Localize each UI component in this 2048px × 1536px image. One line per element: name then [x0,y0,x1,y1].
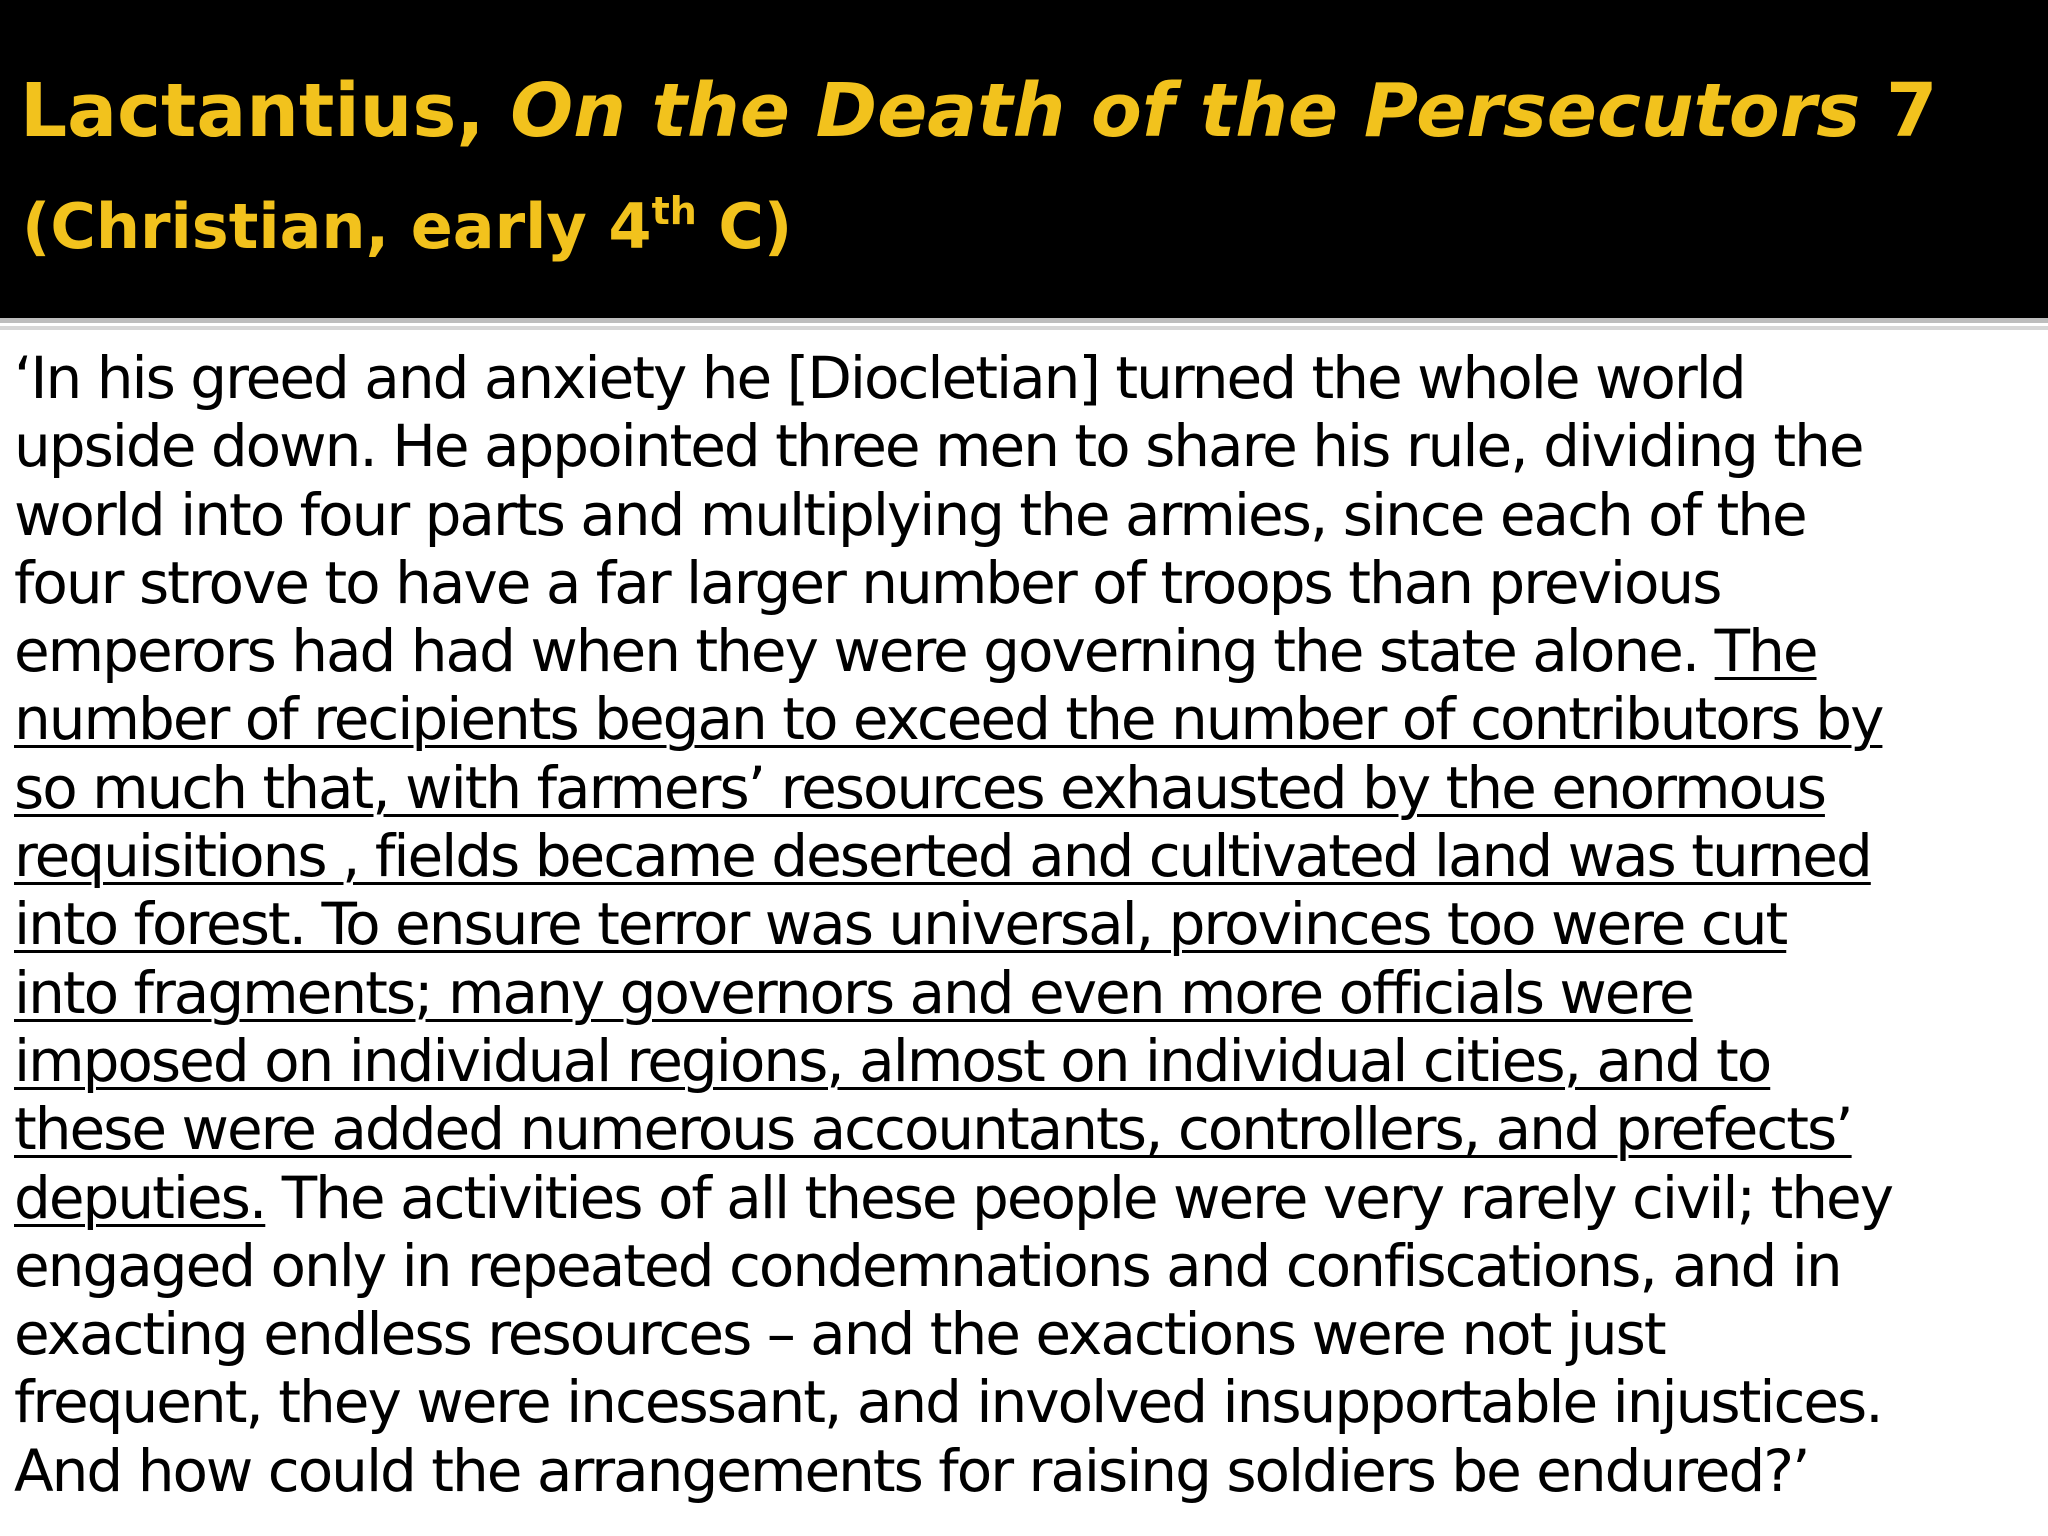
slide-title [20,68,1938,154]
title-author: Lactantius, [20,68,511,154]
quote-line [14,1300,2039,1368]
underlined-passage: into forest. To ensure terror was universal, provinces too were cut [14,890,1787,959]
quote-segment: ‘In his greed and anxiety he [Diocletian] turned the whole world [14,344,1745,412]
subtitle-suffix: C) [696,190,793,263]
quote-line [14,822,2039,890]
quote-segment: exacting endless resources – and the exactions were not just [14,1300,1665,1369]
title-work: On the Death of the Persecutors [510,68,1861,154]
title-banner [0,0,2048,318]
underlined-passage: deputies. [14,1163,266,1232]
quote-segment: And how could the arrangements for raising soldiers be endured?’ [14,1436,1809,1505]
quote-line [14,754,2039,822]
quote-segment: world into four parts and multiplying the armies, since each of the [14,480,1806,549]
slide-subtitle [22,189,793,263]
underlined-passage: imposed on individual regions, almost on individual cities, and to [14,1026,1771,1095]
quote-line [14,344,2039,412]
quote-line [14,481,2039,549]
title-chapter: 7 [1860,68,1938,154]
quote-segment: four strove to have a far larger number of troops than previous [14,548,1721,617]
quote-segment: frequent, they were incessant, and involved insupportable injustices. [14,1368,1882,1437]
quote-line [14,1437,2039,1505]
subtitle-prefix: (Christian, early 4 [22,190,652,263]
quote-line [14,1368,2039,1436]
quote-line [14,1095,2039,1163]
quote-line [14,1027,2039,1095]
subtitle-ordinal-suffix: th [651,189,697,233]
quote-line [14,1232,2039,1300]
quote-segment: upside down. He appointed three men to share his rule, dividing the [14,412,1863,481]
quote-line [14,1164,2039,1232]
quote-text [14,344,2039,1505]
quote-line [14,959,2039,1027]
quote-segment: engaged only in repeated condemnations and confiscations, and in [14,1231,1841,1300]
underlined-passage: into fragments; many governors and even more officials were [14,958,1693,1027]
underlined-passage: The [1714,617,1817,686]
underlined-passage: these were added numerous accountants, controllers, and prefects’ [14,1095,1852,1164]
quote-line [14,890,2039,958]
quote-line [14,412,2039,480]
underlined-passage: so much that, with farmers’ resources exhausted by the enormous [14,753,1825,822]
quote-segment: The activities of all these people were very rarely civil; they [265,1163,1893,1232]
quote-segment: emperors had had when they were governing the state alone. [14,617,1715,686]
underlined-passage: number of recipients began to exceed the number of contributors by [14,685,1883,754]
quote-line [14,685,2039,753]
quote-line [14,617,2039,685]
header-divider-lower [0,326,2048,330]
underlined-passage: requisitions , fields became deserted and cultivated land was turned [14,822,1871,891]
quote-line [14,549,2039,617]
